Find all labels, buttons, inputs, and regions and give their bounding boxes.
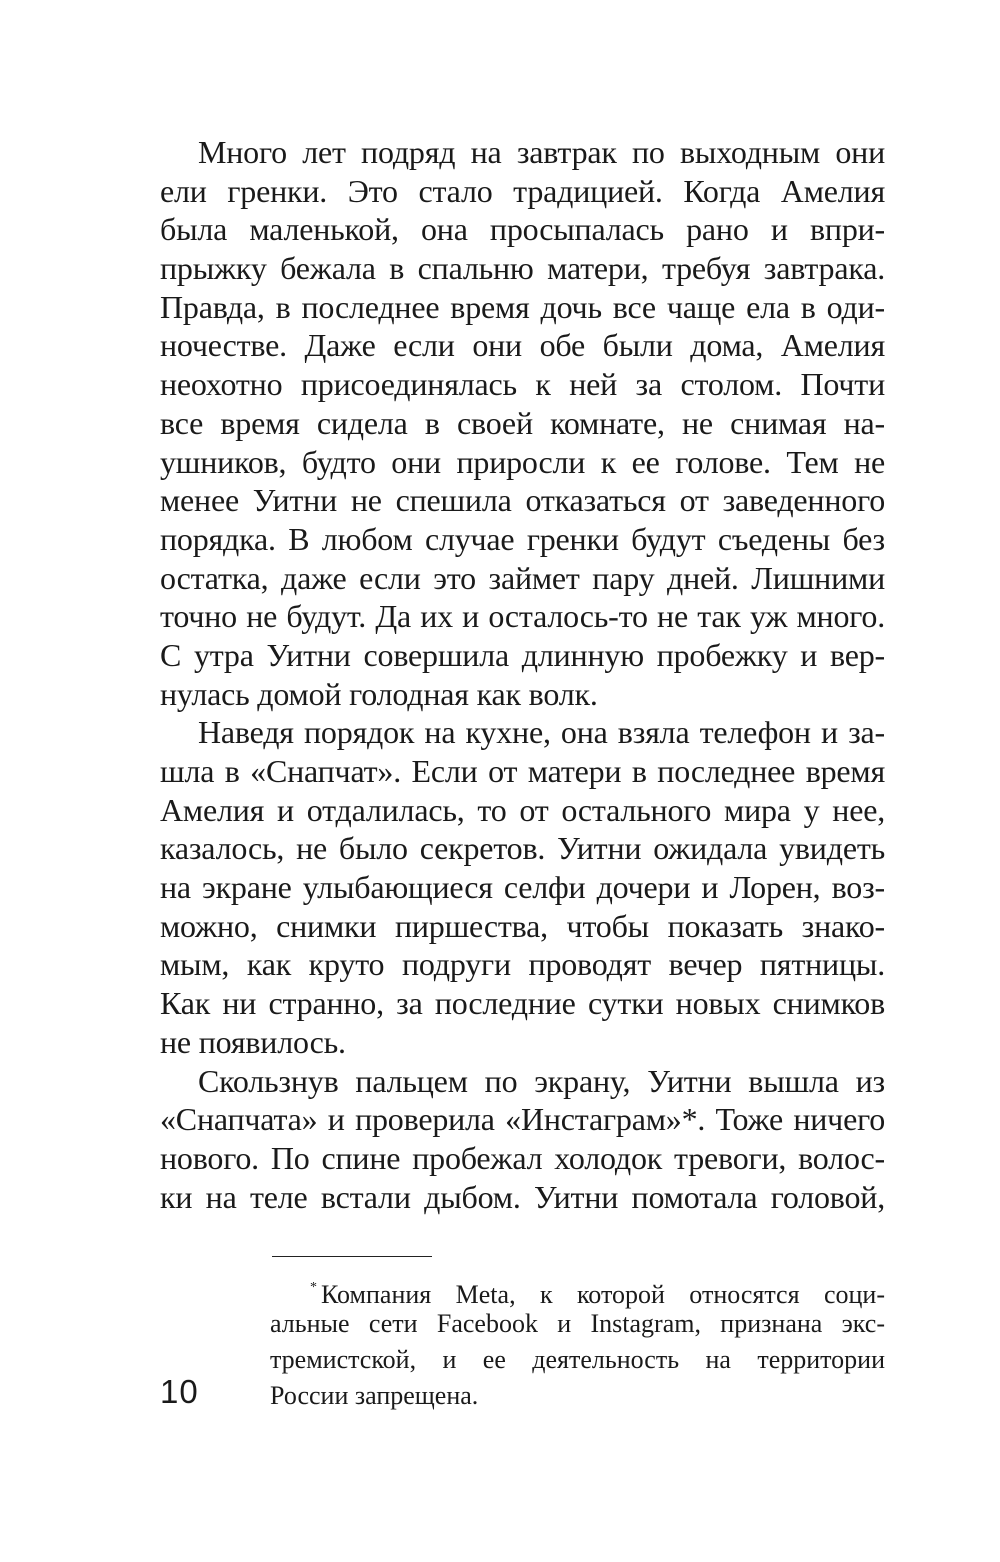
text-line: нулась домой голодная как волк. <box>160 675 598 712</box>
text-line: Как ни странно, за последние сутки новых снимков <box>160 985 885 1022</box>
footnote-divider <box>272 1256 432 1257</box>
text-line: не появилось. <box>160 1023 346 1060</box>
footnote-line: тремистской, и ее деятельность на территории <box>270 1345 885 1374</box>
text-line: менее Уитни не спешила отказаться от заведенного <box>160 482 885 519</box>
text-line: неохотно присоединялась к ней за столом. Почти <box>160 366 885 403</box>
text-line: Много лет подряд на завтрак по выходным они <box>198 134 885 170</box>
text-line: казалось, не было секретов. Уитни ожидала увидеть <box>160 830 885 867</box>
text-line: Правда, в последнее время дочь все чаще ела в оди- <box>160 288 885 325</box>
footnote-line-text: Компания Meta, к которой относятся соци- <box>321 1280 885 1309</box>
text-line: прыжку бежала в спальню матери, требуя завтрака. <box>160 250 885 287</box>
text-line: «Снапчата» и проверила «Инстаграм»*. Тоже ничего <box>160 1101 885 1138</box>
text-line: мым, как круто подруги проводят вечер пятницы. <box>160 946 885 983</box>
body-text <box>160 133 885 1216</box>
text-line: шла в «Снапчат». Если от матери в последнее время <box>160 753 885 789</box>
text-line: Наведя порядок на кухне, она взяла телефон и за- <box>198 714 885 751</box>
footnote-line: России запрещена. <box>270 1381 479 1410</box>
text-line: все время сидела в своей комнате, не снимая на- <box>160 404 885 441</box>
footnote-marker: * <box>310 1280 317 1295</box>
text-line: порядка. В любом случае гренки будут съедены без <box>160 520 885 557</box>
text-line: точно не будут. Да их и осталось-то не так уж много. <box>160 598 885 635</box>
text-line: была маленькой, она просыпалась рано и впри- <box>160 211 885 248</box>
text-line: ночестве. Даже если они обе были дома, Амелия <box>160 327 885 364</box>
footnote-line <box>270 1270 885 1309</box>
text-line: С утра Уитни совершила длинную пробежку и вер- <box>160 636 885 673</box>
text-line: ушников, будто они приросли к ее голове. Тем не <box>160 443 885 480</box>
text-line: ки на теле встали дыбом. Уитни помотала головой, <box>160 1178 885 1215</box>
text-line: на экране улыбающиеся селфи дочери и Лорен, воз- <box>160 869 885 906</box>
text-line: Амелия и отдалилась, то от остального мира у нее, <box>160 791 885 828</box>
page-number: 10 <box>160 1373 199 1410</box>
text-line: остатка, даже если это займет пару дней. Лишними <box>160 559 885 596</box>
text-line: Скользнув пальцем по экрану, Уитни вышла из <box>198 1062 885 1099</box>
footnote <box>270 1270 885 1414</box>
text-line: нового. По спине пробежал холодок тревоги, волос- <box>160 1139 885 1176</box>
text-line: ели гренки. Это стало традицией. Когда Амелия <box>160 172 885 209</box>
footnote-line: альные сети Facebook и Instagram, признана экс- <box>270 1309 885 1338</box>
text-line: можно, снимки пиршества, чтобы показать знако- <box>160 907 885 944</box>
